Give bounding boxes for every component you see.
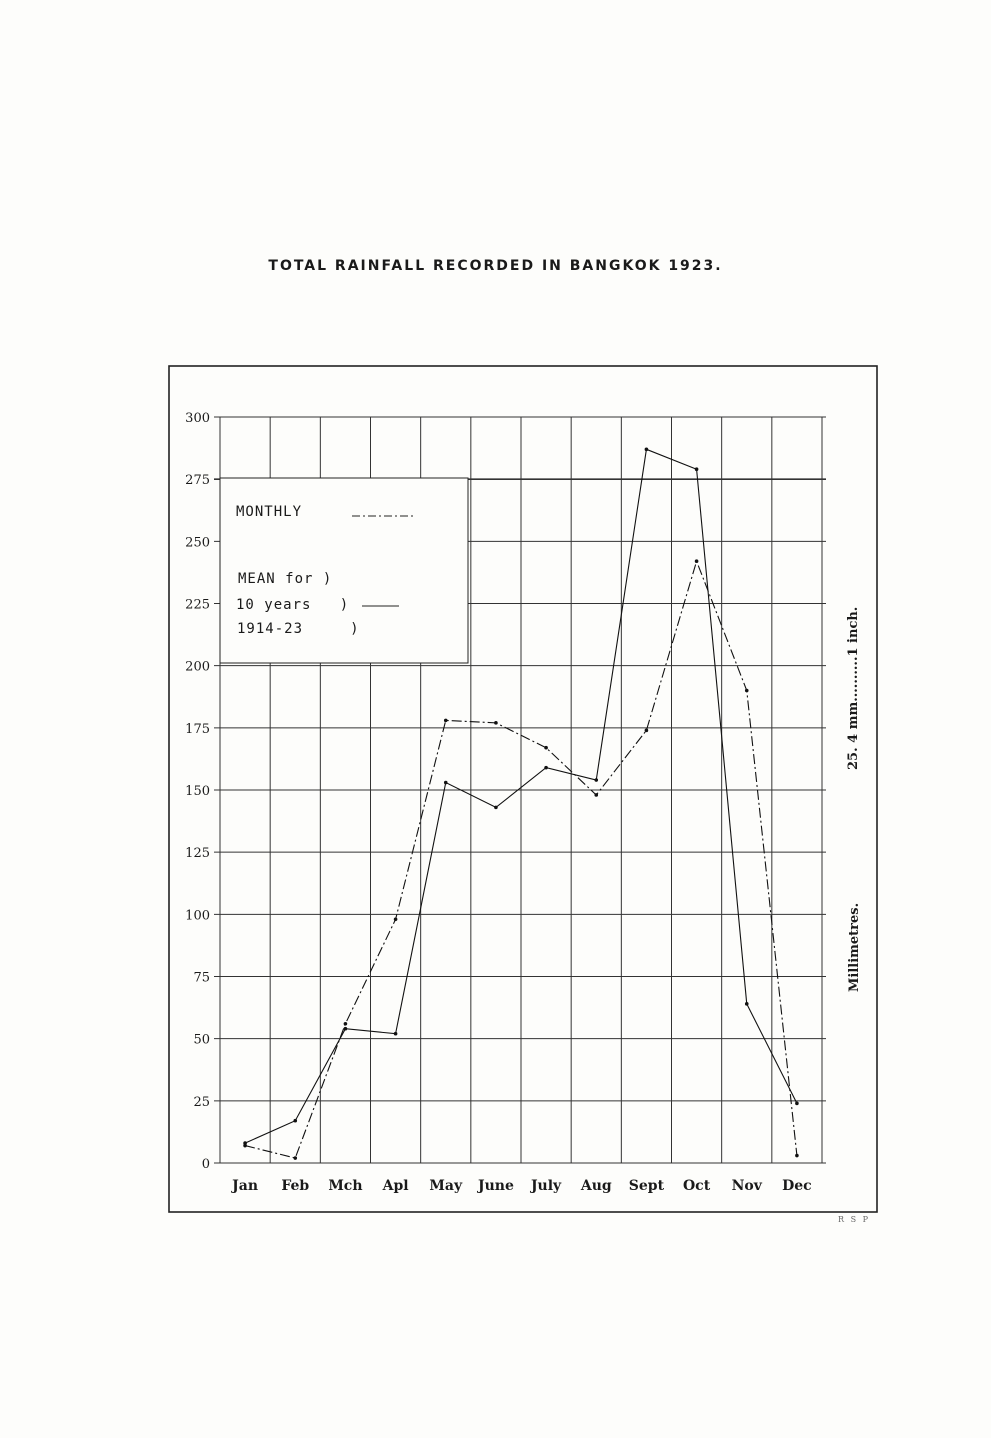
- data-point: [344, 1022, 348, 1026]
- y-tick-labels: [185, 411, 210, 1172]
- data-point: [293, 1119, 297, 1123]
- x-tick-label: July: [530, 1178, 562, 1194]
- y-tick-label: 25: [193, 1094, 210, 1110]
- y-tick-label: 125: [185, 846, 210, 862]
- data-point: [795, 1102, 799, 1106]
- x-tick-label: Mch: [328, 1178, 363, 1194]
- y-tick-label: 75: [193, 970, 210, 986]
- y-tick-label: 0: [201, 1157, 210, 1172]
- data-point: [594, 778, 598, 782]
- data-point: [494, 806, 498, 810]
- x-tick-label: Feb: [281, 1178, 310, 1194]
- data-point: [795, 1154, 799, 1158]
- data-point: [645, 729, 649, 733]
- chart-title: TOTAL RAINFALL RECORDED IN BANGKOK 1923.: [268, 258, 723, 274]
- data-point: [745, 1002, 749, 1006]
- x-tick-label: Dec: [782, 1178, 812, 1194]
- initials: R S P: [838, 1215, 870, 1224]
- data-point: [695, 467, 699, 471]
- legend-years-label: 10 years ): [236, 597, 350, 613]
- data-point: [293, 1156, 297, 1160]
- x-tick-label: Sept: [628, 1178, 665, 1194]
- data-point: [344, 1027, 348, 1031]
- legend-monthly-label: MONTHLY: [236, 504, 303, 520]
- unit-label: Millimetres.: [847, 902, 862, 992]
- x-tick-label: June: [477, 1178, 514, 1194]
- data-point: [645, 448, 649, 452]
- data-point: [695, 559, 699, 563]
- x-tick-labels: [230, 1178, 812, 1194]
- y-tick-label: 250: [185, 535, 210, 551]
- legend-mean-label: MEAN for ): [238, 571, 333, 587]
- x-tick-label: Jan: [232, 1178, 259, 1194]
- data-point: [444, 719, 448, 723]
- y-tick-label: 150: [185, 784, 210, 799]
- data-point: [594, 793, 598, 797]
- x-tick-label: May: [429, 1178, 463, 1194]
- data-point: [243, 1141, 247, 1145]
- data-point: [745, 689, 749, 693]
- legend: [220, 478, 468, 663]
- x-tick-label: Nov: [731, 1178, 762, 1194]
- data-point: [544, 746, 548, 750]
- scale-note: 25. 4 mm..........1 inch.: [846, 606, 861, 770]
- y-tick-label: 50: [193, 1032, 210, 1048]
- y-tick-label: 275: [185, 473, 210, 489]
- data-point: [444, 781, 448, 785]
- x-tick-label: Apl: [382, 1178, 409, 1194]
- data-point: [494, 721, 498, 725]
- data-point: [394, 918, 398, 922]
- data-point: [394, 1032, 398, 1036]
- x-tick-label: Aug: [580, 1178, 612, 1194]
- data-point: [544, 766, 548, 770]
- y-tick-label: 200: [185, 659, 210, 675]
- y-tick-label: 225: [185, 597, 210, 613]
- y-tick-label: 300: [185, 411, 210, 426]
- y-tick-label: 100: [185, 908, 210, 924]
- x-tick-label: Oct: [682, 1178, 711, 1194]
- legend-period-label: 1914-23 ): [237, 621, 360, 637]
- y-tick-label: 175: [185, 721, 210, 737]
